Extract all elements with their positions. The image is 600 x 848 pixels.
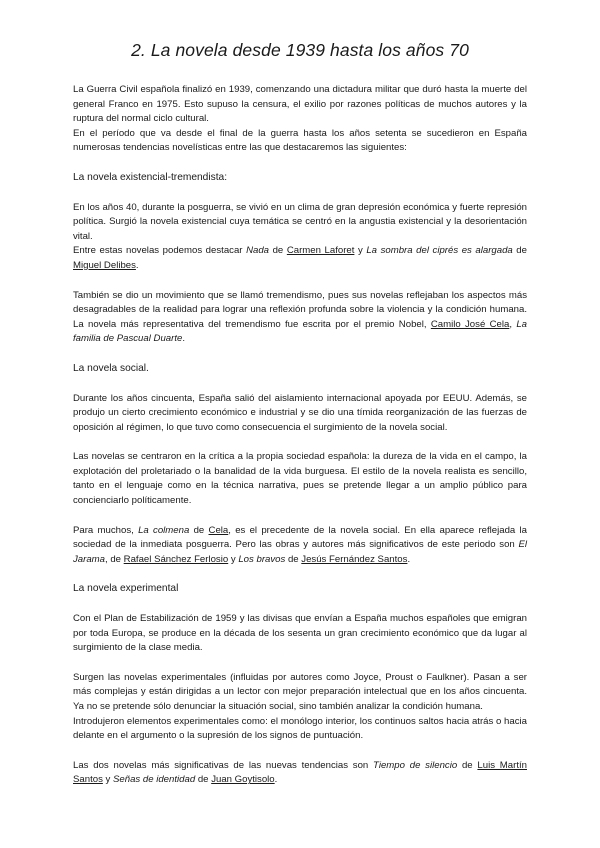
experimental-paragraph-3: Introdujeron elementos experimentales como: el monólogo interior, los continuos saltos hacia atrás o hacia delante en el argumento o la supresión de los signos de puntuación.: [73, 715, 527, 742]
social-paragraph-1: Durante los años cincuenta, España salió del aislamiento internacional apoyada por EEUU. Además, se produjo un cierto crecimiento económico e industrial y se dio una tímida reorganización de las fuerzas de oposición al régimen, lo que tuvo como consecuencia el surgimiento de la novela social.: [73, 392, 527, 433]
work-title: La colmena: [138, 524, 190, 536]
existencial-paragraph-1: En los años 40, durante la posguerra, se vivió en un clima de gran depresión económica y fuerte represión política. Surgió la novela existencial cuya temática se centró en la angustia existencial y la desorientación vital.: [73, 201, 527, 242]
author-link[interactable]: Carmen Laforet: [286, 245, 355, 257]
intro-paragraph-2: En el período que va desde el final de la guerra hasta los años setenta se sucedieron en España numerosas tendencias novelísticas entre las que destacaremos las siguientes:: [73, 127, 527, 154]
page-title: 2. La novela desde 1939 hasta los años 70: [131, 40, 469, 60]
work-title: El Jarama: [73, 539, 527, 565]
social-paragraph-3: Para muchos, La colmena de Cela, es el precedente de la novela social. En ella aparece reflejada la sociedad de la inmediata posguerra. Pero las obras y autores más significativos de este periodo son El Jarama, de Rafael Sánchez Ferlosio y Los bravos de Jesús Fernández Santos.: [73, 524, 527, 565]
author-link[interactable]: Rafael Sánchez Ferlosio: [123, 553, 229, 565]
author-link[interactable]: Juan Goytisolo: [211, 774, 275, 786]
section-heading-experimental: La novela experimental: [73, 583, 179, 595]
experimental-paragraph-2: Surgen las novelas experimentales (influidas por autores como Joyce, Proust o Faulkner). Pasan a ser más complejas y están dirigidas a un lector con mejor preparación intelectual que en los años cincuenta. Ya no se pretende sólo denunciar la situación social, sino también analizar la condición humana.: [73, 671, 527, 712]
intro-paragraph-1: La Guerra Civil española finalizó en 1939, comenzando una dictadura militar que duró hasta la muerte del general Franco en 1975. Esto supuso la censura, el exilio por razones políticas de muchos autores y la ruptura del normal ciclo cultural.: [73, 84, 527, 125]
experimental-paragraph-4: Las dos novelas más significativas de las nuevas tendencias son Tiempo de silencio de Luis Martín Santos y Señas de identidad de Juan Goytisolo.: [73, 759, 527, 786]
author-link[interactable]: Cela: [208, 524, 229, 536]
section-heading-social: La novela social.: [73, 362, 149, 374]
work-title: La familia de Pascual Duarte: [73, 318, 527, 345]
work-title: Tiempo de silencio: [373, 759, 458, 771]
work-title: Los bravos: [238, 553, 286, 565]
work-title: La sombra del ciprés es alargada: [366, 245, 513, 257]
author-link[interactable]: Camilo José Cela: [430, 318, 510, 330]
social-paragraph-2: Las novelas se centraron en la crítica a la propia sociedad española: la dureza de la vida en el campo, la explotación del proletariado o la banalidad de la vida burguesa. El estilo de la novela realista es sencillo, tanto en el lenguaje como en la técnica narrativa, pues se pretende llegar a un amplio público para concienciarlo políticamente.: [73, 451, 527, 507]
author-link[interactable]: Jesús Fernández Santos: [301, 553, 408, 565]
author-link[interactable]: Luis Martín Santos: [73, 759, 527, 786]
work-title: Nada: [246, 245, 269, 257]
existencial-paragraph-2: Entre estas novelas podemos destacar Nada de Carmen Laforet y La sombra del ciprés es alargada de Miguel Delibes.: [73, 245, 527, 271]
author-link[interactable]: Miguel Delibes: [73, 259, 136, 271]
section-heading-existencial: La novela existencial-tremendista:: [73, 171, 228, 183]
work-title: Señas de identidad: [113, 774, 196, 786]
existencial-paragraph-3: También se dio un movimiento que se llamó tremendismo, pues sus novelas reflejaban los aspectos más desagradables de la realidad para lograr una reflexión profunda sobre la violencia y la condición humana. La novela más representativa del tremendismo fue escrita por el premio Nobel, Camilo José Cela, La familia de Pascual Duarte.: [73, 289, 527, 345]
experimental-paragraph-1: Con el Plan de Estabilización de 1959 y las divisas que envían a España muchos españoles que emigran por toda Europa, se produce en la década de los sesenta un gran crecimiento económico que da lugar al surgimiento de la clase media.: [73, 613, 527, 654]
